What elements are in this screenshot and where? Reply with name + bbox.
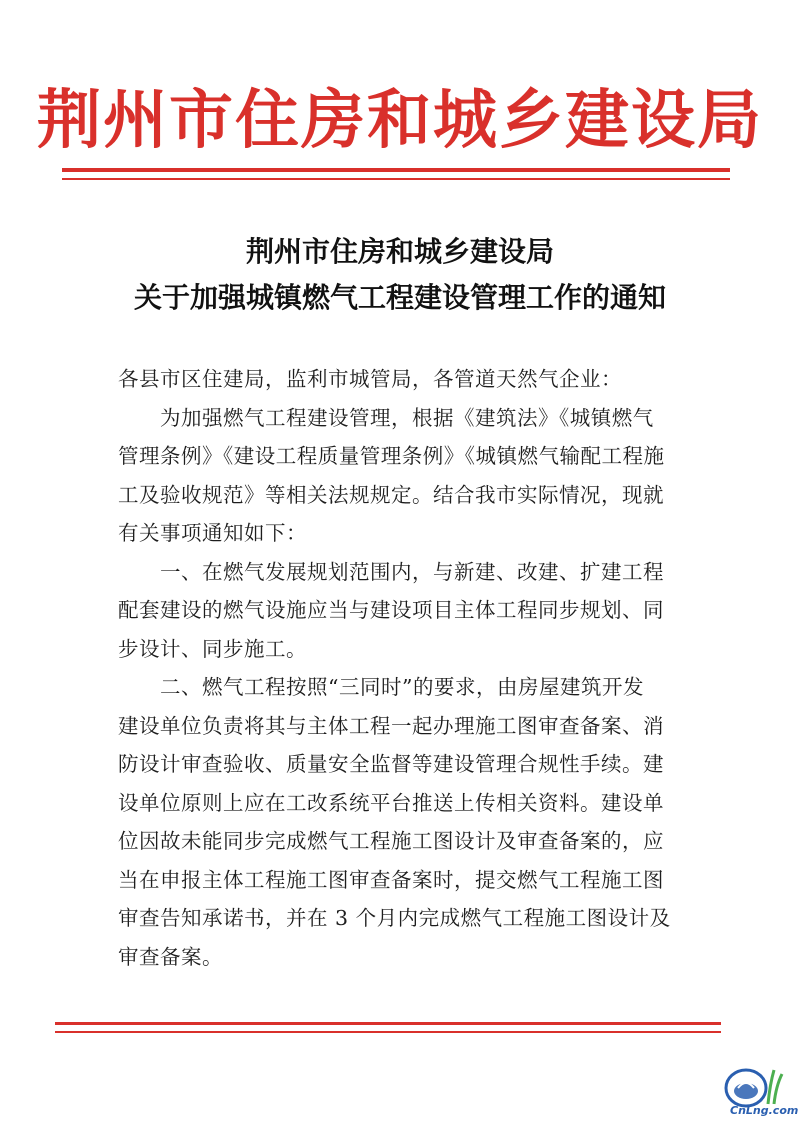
masthead-rule-thick — [62, 168, 730, 172]
footer-rule-thin — [55, 1031, 721, 1033]
body-line: 一、在燃气发展规划范围内，与新建、改建、扩建工程 — [160, 559, 664, 584]
body-line: 工及验收规范》等相关法规规定。结合我市实际情况，现就 — [118, 482, 664, 507]
body-line: 审查备案。 — [118, 944, 223, 969]
body-line: 防设计审查验收、质量安全监督等建设管理合规性手续。建 — [118, 752, 664, 776]
body-line: 设单位原则上应在工改系统平台推送上传相关资料。建设单 — [118, 790, 664, 815]
body-line: 二、燃气工程按照“三同时”的要求，由房屋建筑开发 — [160, 675, 644, 699]
document-title-line2: 关于加强城镇燃气工程建设管理工作的通知 — [133, 281, 666, 314]
watermark-text: CnLng.com — [730, 1104, 799, 1117]
document-body — [118, 360, 688, 976]
body-line: 建设单位负责将其与主体工程一起办理施工图审查备案、消 — [118, 713, 664, 738]
body-line: 为加强燃气工程建设管理，根据《建筑法》《城镇燃气 — [160, 405, 654, 430]
body-line: 步设计、同步施工。 — [118, 636, 307, 661]
body-line: 各县市区住建局，监利市城管局，各管道天然气企业： — [118, 367, 622, 391]
watermark — [716, 1064, 799, 1126]
masthead-title: 荆州市住房和城乡建设局 — [37, 83, 763, 158]
body-line: 位因故未能同步完成燃气工程施工图设计及审查备案的，应 — [118, 829, 664, 853]
body-line: 有关事项通知如下： — [118, 521, 307, 545]
document-title-line1: 荆州市住房和城乡建设局 — [245, 235, 554, 268]
body-line: 审查告知承诺书，并在 3 个月内完成燃气工程施工图设计及 — [118, 906, 671, 930]
body-line: 配套建设的燃气设施应当与建设项目主体工程同步规划、同 — [118, 598, 664, 622]
footer-rule-thick — [55, 1022, 721, 1025]
body-line: 管理条例》《建设工程质量管理条例》《城镇燃气输配工程施 — [118, 444, 665, 468]
masthead-rule-thin — [62, 178, 730, 180]
body-line: 当在申报主体工程施工图审查备案时，提交燃气工程施工图 — [118, 867, 664, 892]
